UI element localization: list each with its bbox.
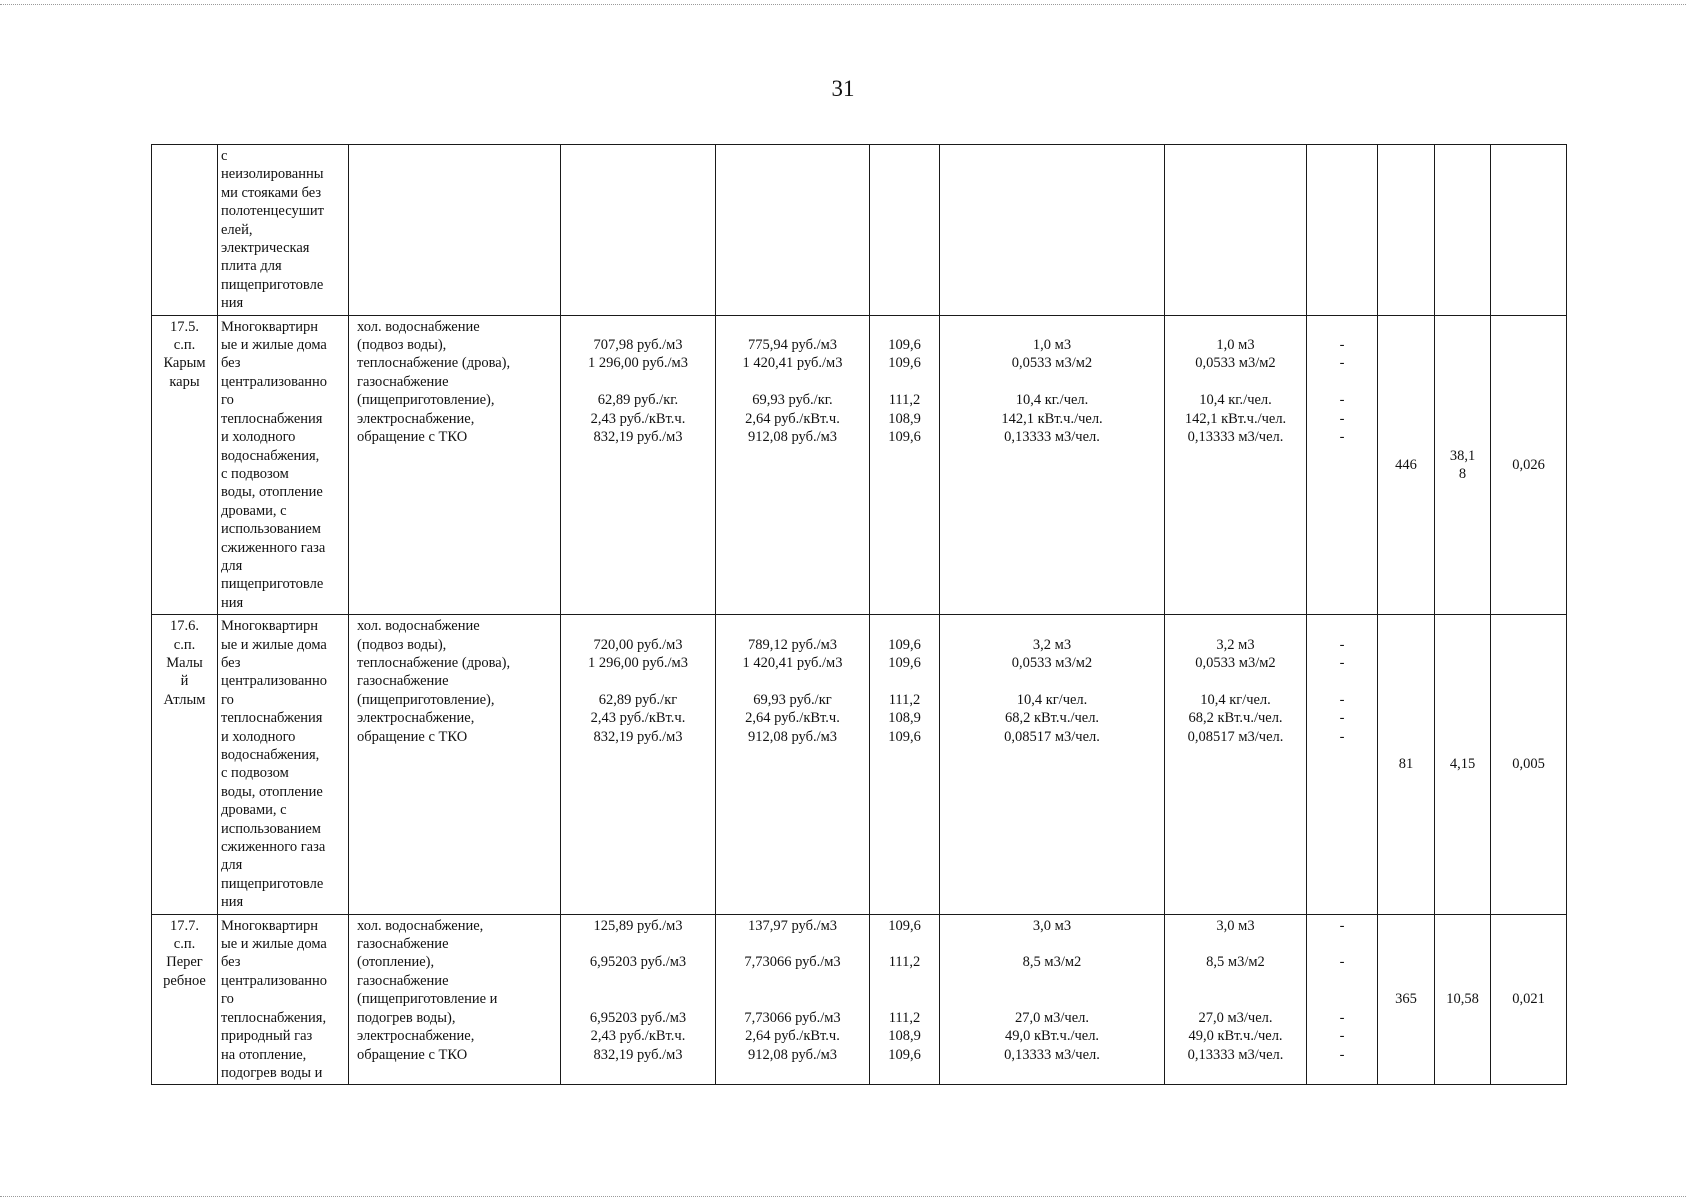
norm-old-cell: 3,0 м3 8,5 м3/м2 27,0 м3/чел. 49,0 кВт.ч./чел. 0,13333 м3/чел. xyxy=(940,914,1165,1085)
row-number-cell: 17.5. с.п. Карым кары xyxy=(152,315,218,615)
tariff-new-cell: 137,97 руб./м3 7,73066 руб./м3 7,73066 руб./м3 2,64 руб./кВт.ч. 912,08 руб./м3 xyxy=(716,914,870,1085)
index-cell: 109,6 109,6 111,2 108,9 109,6 xyxy=(870,315,940,615)
services-cell: хол. водоснабжение (подвоз воды), теплоснабжение (дрова), газоснабжение (пищеприготовление), электроснабжение, обращение с ТКО xyxy=(349,315,561,615)
table-row xyxy=(152,145,1567,316)
value-cell-1 xyxy=(1378,145,1435,316)
services-cell: хол. водоснабжение (подвоз воды), теплоснабжение (дрова), газоснабжение (пищеприготовление), электроснабжение, обращение с ТКО xyxy=(349,615,561,915)
row-number-cell: 17.6. с.п. Малы й Атлым xyxy=(152,615,218,915)
index-cell: 109,6 109,6 111,2 108,9 109,6 xyxy=(870,615,940,915)
tariff-new-cell xyxy=(716,145,870,316)
value-cell-3: 0,021 xyxy=(1491,914,1567,1085)
norm-new-cell: 3,0 м3 8,5 м3/м2 27,0 м3/чел. 49,0 кВт.ч./чел. 0,13333 м3/чел. xyxy=(1165,914,1307,1085)
norm-old-cell xyxy=(940,145,1165,316)
dash-cell: - - - - - xyxy=(1307,914,1378,1085)
housing-type-cell: Многоквартирн ые и жилые дома без централизованно го теплоснабжения, природный газ на отопление, подогрев воды и xyxy=(218,914,349,1085)
dash-cell: - - - - - xyxy=(1307,615,1378,915)
table-row xyxy=(152,914,1567,1085)
norm-new-cell: 3,2 м3 0,0533 м3/м2 10,4 кг/чел. 68,2 кВт.ч./чел. 0,08517 м3/чел. xyxy=(1165,615,1307,915)
value-cell-2: 10,58 xyxy=(1435,914,1491,1085)
housing-type-cell: Многоквартирн ые и жилые дома без централизованно го теплоснабжения и холодного водоснабжения, с подвозом воды, отопление дровами, с использованием сжиженного газа для пищеприготовле ния xyxy=(218,615,349,915)
tariff-table xyxy=(151,144,1567,1085)
housing-type-cell: с неизолированны ми стояками без полотенцесушит елей, электрическая плита для пищеприготовле ния xyxy=(218,145,349,316)
table-row xyxy=(152,315,1567,615)
tariff-old-cell: 720,00 руб./м3 1 296,00 руб./м3 62,89 руб./кг 2,43 руб./кВт.ч. 832,19 руб./м3 xyxy=(561,615,716,915)
value-cell-1: 446 xyxy=(1378,315,1435,615)
dash-cell xyxy=(1307,145,1378,316)
page-number: 31 xyxy=(831,76,855,101)
services-cell: хол. водоснабжение, газоснабжение (отопление), газоснабжение (пищеприготовление и подогрев воды), электроснабжение, обращение с ТКО xyxy=(349,914,561,1085)
tariff-new-cell: 775,94 руб./м3 1 420,41 руб./м3 69,93 руб./кг. 2,64 руб./кВт.ч. 912,08 руб./м3 xyxy=(716,315,870,615)
row-number-cell: 17.7. с.п. Перег ребное xyxy=(152,914,218,1085)
services-cell xyxy=(349,145,561,316)
norm-old-cell: 3,2 м3 0,0533 м3/м2 10,4 кг/чел. 68,2 кВт.ч./чел. 0,08517 м3/чел. xyxy=(940,615,1165,915)
row-number-cell xyxy=(152,145,218,316)
value-cell-3: 0,026 xyxy=(1491,315,1567,615)
norm-new-cell: 1,0 м3 0,0533 м3/м2 10,4 кг./чел. 142,1 кВт.ч./чел. 0,13333 м3/чел. xyxy=(1165,315,1307,615)
value-cell-3: 0,005 xyxy=(1491,615,1567,915)
housing-type-cell: Многоквартирн ые и жилые дома без централизованно го теплоснабжения и холодного водоснабжения, с подвозом воды, отопление дровами, с использованием сжиженного газа для пищеприготовле ния xyxy=(218,315,349,615)
scan-edge-top xyxy=(0,4,1686,5)
value-cell-2: 38,1 8 xyxy=(1435,315,1491,615)
tariff-old-cell: 707,98 руб./м3 1 296,00 руб./м3 62,89 руб./кг. 2,43 руб./кВт.ч. 832,19 руб./м3 xyxy=(561,315,716,615)
value-cell-1: 81 xyxy=(1378,615,1435,915)
index-cell: 109,6 111,2 111,2 108,9 109,6 xyxy=(870,914,940,1085)
value-cell-2 xyxy=(1435,145,1491,316)
value-cell-3 xyxy=(1491,145,1567,316)
dash-cell: - - - - - xyxy=(1307,315,1378,615)
norm-new-cell xyxy=(1165,145,1307,316)
table-row xyxy=(152,615,1567,915)
tariff-old-cell: 125,89 руб./м3 6,95203 руб./м3 6,95203 руб./м3 2,43 руб./кВт.ч. 832,19 руб./м3 xyxy=(561,914,716,1085)
tariff-old-cell xyxy=(561,145,716,316)
tariff-new-cell: 789,12 руб./м3 1 420,41 руб./м3 69,93 руб./кг 2,64 руб./кВт.ч. 912,08 руб./м3 xyxy=(716,615,870,915)
value-cell-2: 4,15 xyxy=(1435,615,1491,915)
value-cell-1: 365 xyxy=(1378,914,1435,1085)
scan-edge-bottom xyxy=(0,1196,1686,1197)
norm-old-cell: 1,0 м3 0,0533 м3/м2 10,4 кг./чел. 142,1 кВт.ч./чел. 0,13333 м3/чел. xyxy=(940,315,1165,615)
index-cell xyxy=(870,145,940,316)
